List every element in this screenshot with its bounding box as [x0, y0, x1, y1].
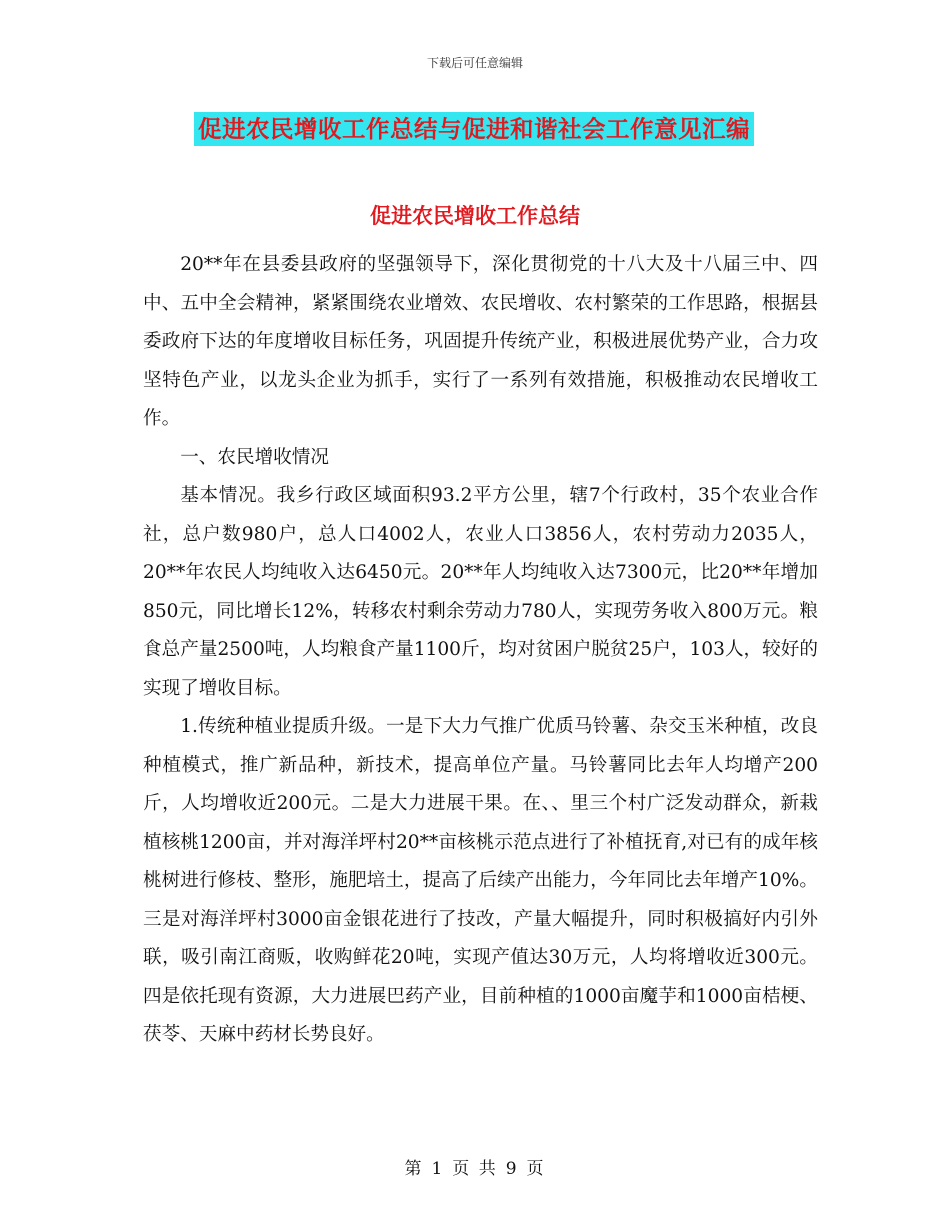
paragraph-planting-upgrade: 1.传统种植业提质升级。一是下大力气推广优质马铃薯、杂交玉米种植，改良种植模式，推广新品种，新技术，提高单位产量。马铃薯同比去年人均增产200斤，人均增收近200元。二是大力进展干果。在、、里三个村广泛发动群众，新栽植核桃1200亩，并对海洋坪村20**亩核桃示范点进行了补植抚育,对已有的成年核桃树进行修枝、整形，施肥培土，提高了后续产出能力，今年同比去年增产10%。三是对海洋坪村3000亩金银花进行了技改，产量大幅提升，同时积极搞好内引外联，吸引南江商贩，收购鲜花20吨，实现产值达30万元，人均将增收近300元。四是依托现有资源，大力进展巴药产业，目前种植的1000亩魔芋和1000亩桔梗、茯苓、天麻中药材长势良好。	[143, 716, 818, 1045]
footer-prefix: 第	[404, 1159, 424, 1179]
document-body	[143, 246, 818, 1055]
footer-mid: 页 共	[452, 1159, 498, 1179]
header-note: 下载后可任意编辑	[426, 56, 523, 70]
heading-income-situation: 一、农民增收情况	[180, 446, 329, 468]
paragraph-intro: 20**年在县委县政府的坚强领导下，深化贯彻党的十八大及十八届三中、四中、五中全会精神，紧紧围绕农业增效、农民增收、农村繁荣的工作思路，根据县委政府下达的年度增收目标任务，巩固提升传统产业，积极进展优势产业，合力攻坚特色产业，以龙头企业为抓手，实行了一系列有效措施，积极推动农民增收工作。	[143, 254, 818, 429]
document-main-title: 促进农民增收工作总结与促进和谐社会工作意见汇编	[194, 112, 754, 146]
total-pages: 9	[505, 1159, 519, 1179]
paragraph-basic-situation: 基本情况。我乡行政区域面积93.2平方公里，辖7个行政村，35个农业合作社，总户数980户，总人口4002人，农业人口3856人，农村劳动力2035人，20**年农民人均纯收入达6450元。20**年人均纯收入达7300元，比20**年增加850元，同比增长12%，转移农村剩余劳动力780人，实现劳务收入800万元。粮食总产量2500吨，人均粮食产量1100斤，均对贫困户脱贫25户，103人，较好的实现了增收目标。	[143, 485, 818, 699]
footer-suffix: 页	[526, 1159, 546, 1179]
page-footer	[0, 1154, 950, 1179]
page-number: 1	[431, 1159, 445, 1179]
section-title: 促进农民增收工作总结	[370, 204, 580, 228]
